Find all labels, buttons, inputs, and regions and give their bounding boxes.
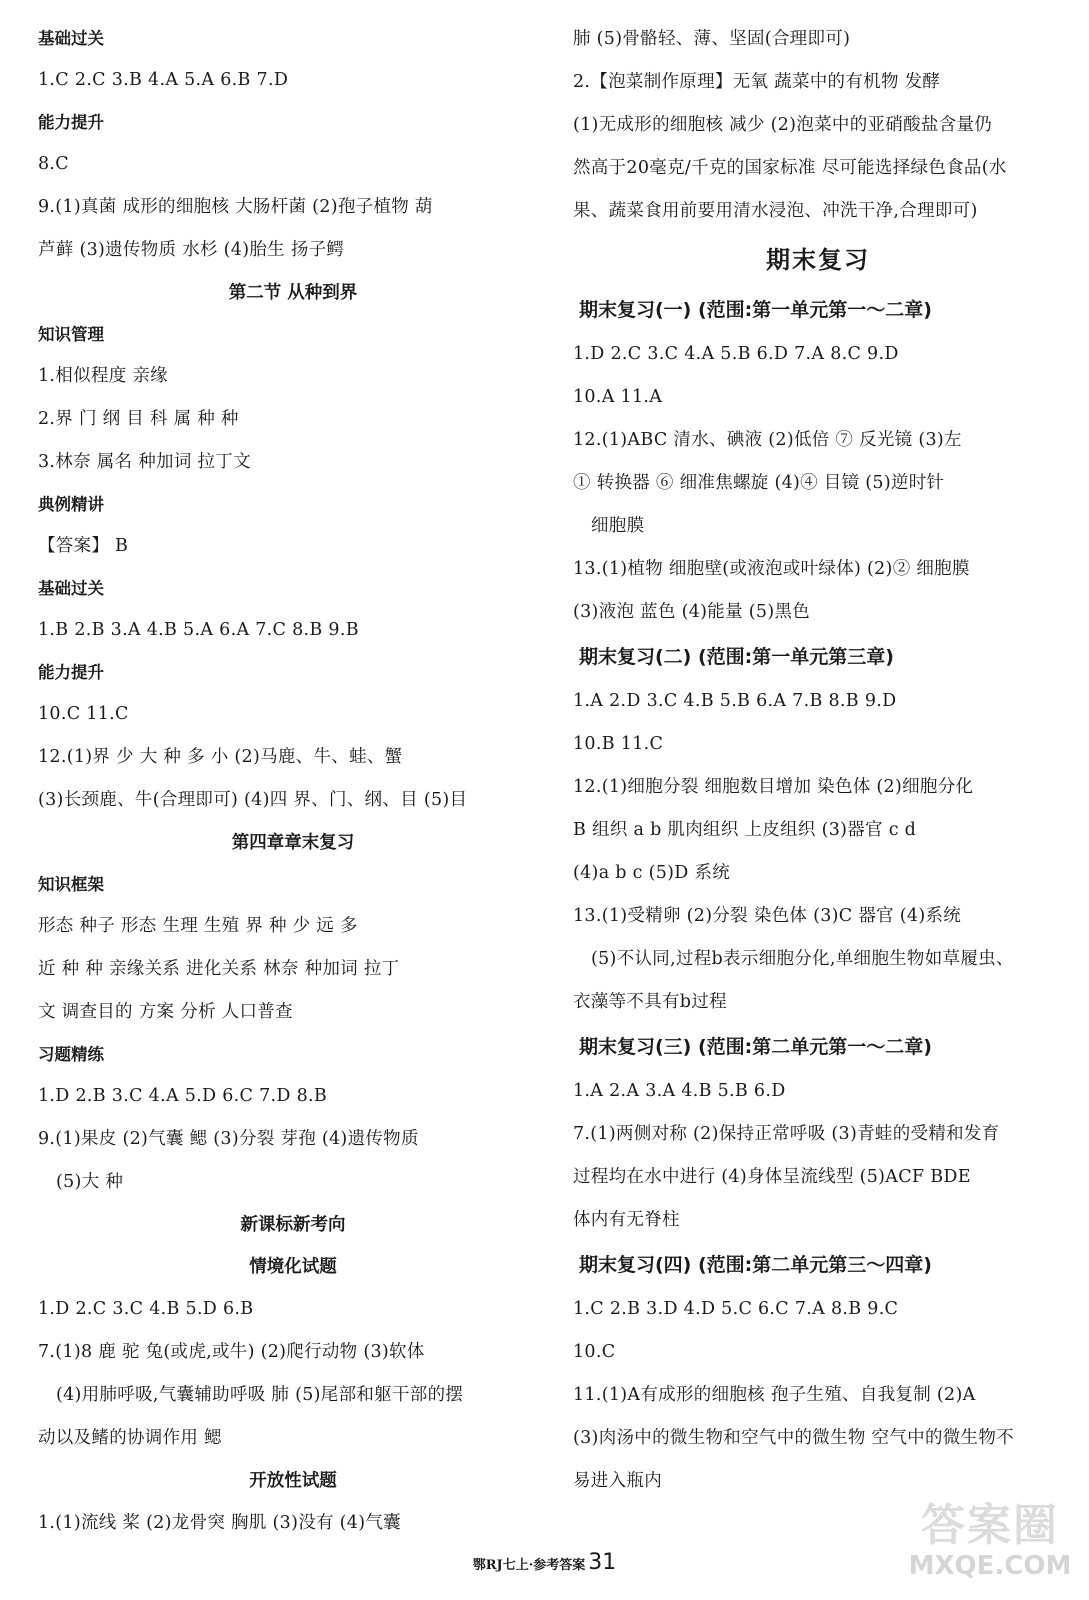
- left-head-7: 知识管理: [38, 325, 104, 344]
- right-line-10: ① 转换器 ⑥ 细准焦螺旋 (4)④ 目镜 (5)逆时针: [573, 473, 945, 493]
- right-line-3: 然高于20毫克/千克的国家标准 尽可能选择绿色食品(水: [573, 158, 1007, 178]
- right-line-27: 体内有无脊柱: [573, 1210, 680, 1230]
- left-line-10: 3.林奈 属名 种加词 拉丁文: [38, 452, 251, 472]
- left-head-20: 知识框架: [38, 875, 104, 894]
- right-line-15: 1.A 2.D 3.C 4.B 5.B 6.A 7.B 8.B 9.D: [573, 691, 897, 711]
- left-line-27: (5)大 种: [56, 1172, 124, 1192]
- right-line-12: 13.(1)植物 细胞壁(或液泡或叶绿体) (2)② 细胞膜: [573, 559, 970, 579]
- left-line-3: 8.C: [38, 154, 69, 174]
- left-column: [38, 18, 548, 1545]
- left-center-34: 开放性试题: [249, 1471, 337, 1491]
- right-line-9: 12.(1)ABC 清水、碘液 (2)低倍 ⑦ 反光镜 (3)左: [573, 430, 962, 450]
- left-center-6: 第二节 从种到界: [228, 283, 358, 303]
- page-number: 31: [588, 1550, 617, 1575]
- right-line-31: 11.(1)A有成形的细胞核 孢子生殖、自我复制 (2)A: [573, 1385, 976, 1405]
- right-line-0: 肺 (5)骨骼轻、薄、坚固(合理即可): [573, 29, 851, 49]
- right-line-24: 1.A 2.A 3.A 4.B 5.B 6.D: [573, 1081, 786, 1101]
- left-line-22: 近 种 种 亲缘关系 进化关系 林奈 种加词 拉丁: [38, 959, 400, 979]
- left-head-24: 习题精练: [38, 1045, 104, 1064]
- left-line-31: 7.(1)8 鹿 驼 兔(或虎,或牛) (2)爬行动物 (3)软体: [38, 1342, 425, 1362]
- right-line-32: (3)肉汤中的微生物和空气中的微生物 空气中的微生物不: [573, 1428, 1014, 1448]
- right-column: [573, 18, 1063, 1503]
- left-head-11: 典例精讲: [38, 495, 104, 514]
- right-line-18: B 组织 a b 肌肉组织 上皮组织 (3)器官 c d: [573, 820, 917, 840]
- right-line-26: 过程均在水中进行 (4)身体呈流线型 (5)ACF BDE: [573, 1167, 971, 1187]
- right-line-22: 衣藻等不具有b过程: [573, 992, 727, 1012]
- right-line-1: 2.【泡菜制作原理】无氧 蔬菜中的有机物 发酵: [573, 72, 941, 92]
- left-line-23: 文 调查目的 方案 分析 人口普查: [38, 1002, 293, 1022]
- watermark-site: MXQE.COM: [908, 1551, 1072, 1581]
- right-line-30: 10.C: [573, 1342, 616, 1362]
- left-head-15: 能力提升: [38, 663, 104, 682]
- left-line-26: 9.(1)果皮 (2)气囊 鳃 (3)分裂 芽孢 (4)遗传物质: [38, 1129, 419, 1149]
- left-center-19: 第四章章末复习: [231, 833, 355, 853]
- left-line-33: 动以及鳍的协调作用 鳃: [38, 1428, 222, 1448]
- footer-label: 鄂RJ七上·参考答案: [472, 1558, 586, 1573]
- left-line-12: 【答案】 B: [38, 536, 129, 556]
- right-line-7: 1.D 2.C 3.C 4.A 5.B 6.D 7.A 8.C 9.D: [573, 344, 899, 364]
- left-line-17: 12.(1)界 少 大 种 多 小 (2)马鹿、牛、蛙、蟹: [38, 747, 403, 767]
- left-line-5: 芦藓 (3)遗传物质 水杉 (4)胎生 扬子鳄: [38, 240, 345, 260]
- right-line-17: 12.(1)细胞分裂 细胞数目增加 染色体 (2)细胞分化: [573, 777, 974, 797]
- right-line-13: (3)液泡 蓝色 (4)能量 (5)黑色: [573, 602, 811, 622]
- right-line-8: 10.A 11.A: [573, 387, 663, 407]
- left-line-21: 形态 种子 形态 生理 生殖 界 种 少 远 多: [38, 916, 358, 936]
- watermark-top: 答案圈: [921, 1500, 1059, 1551]
- right-title-5: 期末复习: [766, 246, 870, 274]
- right-period-6: 期末复习(一) (范围:第一单元第一～二章): [579, 299, 932, 321]
- watermark-logo: [905, 1500, 1075, 1588]
- left-center-28: 新课标新考向: [240, 1215, 346, 1235]
- right-period-23: 期末复习(三) (范围:第二单元第一～二章): [579, 1036, 932, 1058]
- right-line-19: (4)a b c (5)D 系统: [573, 863, 731, 883]
- left-center-29: 情境化试题: [249, 1257, 337, 1277]
- left-line-16: 10.C 11.C: [38, 704, 129, 724]
- left-line-18: (3)长颈鹿、牛(合理即可) (4)四 界、门、纲、目 (5)目: [38, 790, 468, 810]
- left-line-30: 1.D 2.C 3.C 4.B 5.D 6.B: [38, 1299, 254, 1319]
- left-head-13: 基础过关: [38, 579, 104, 598]
- left-line-14: 1.B 2.B 3.A 4.B 5.A 6.A 7.C 8.B 9.B: [38, 620, 359, 640]
- right-period-28: 期末复习(四) (范围:第二单元第三～四章): [579, 1254, 932, 1276]
- right-line-2: (1)无成形的细胞核 减少 (2)泡菜中的亚硝酸盐含量仍: [573, 115, 993, 135]
- left-line-25: 1.D 2.B 3.C 4.A 5.D 6.C 7.D 8.B: [38, 1086, 328, 1106]
- right-line-33: 易进入瓶内: [573, 1471, 662, 1491]
- right-line-11: 细胞膜: [591, 516, 645, 536]
- right-line-16: 10.B 11.C: [573, 734, 664, 754]
- left-line-32: (4)用肺呼吸,气囊辅助呼吸 肺 (5)尾部和躯干部的摆: [56, 1385, 464, 1405]
- right-period-14: 期末复习(二) (范围:第一单元第三章): [579, 646, 894, 668]
- left-head-2: 能力提升: [38, 113, 104, 132]
- right-line-29: 1.C 2.B 3.D 4.D 5.C 6.C 7.A 8.B 9.C: [573, 1299, 899, 1319]
- left-line-9: 2.界 门 纲 目 科 属 种 种: [38, 409, 239, 429]
- right-line-25: 7.(1)两侧对称 (2)保持正常呼吸 (3)青蛙的受精和发育: [573, 1124, 1000, 1144]
- left-line-4: 9.(1)真菌 成形的细胞核 大肠杆菌 (2)孢子植物 葫: [38, 197, 433, 217]
- left-line-8: 1.相似程度 亲缘: [38, 366, 168, 386]
- left-line-1: 1.C 2.C 3.B 4.A 5.A 6.B 7.D: [38, 70, 289, 90]
- right-line-20: 13.(1)受精卵 (2)分裂 染色体 (3)C 器官 (4)系统: [573, 906, 962, 926]
- right-line-4: 果、蔬菜食用前要用清水浸泡、冲洗干净,合理即可): [573, 201, 978, 221]
- left-head-0: 基础过关: [38, 29, 104, 48]
- right-line-21: (5)不认同,过程b表示细胞分化,单细胞生物如草履虫、: [591, 949, 1014, 969]
- left-line-35: 1.(1)流线 桨 (2)龙骨突 胸肌 (3)没有 (4)气囊: [38, 1513, 401, 1533]
